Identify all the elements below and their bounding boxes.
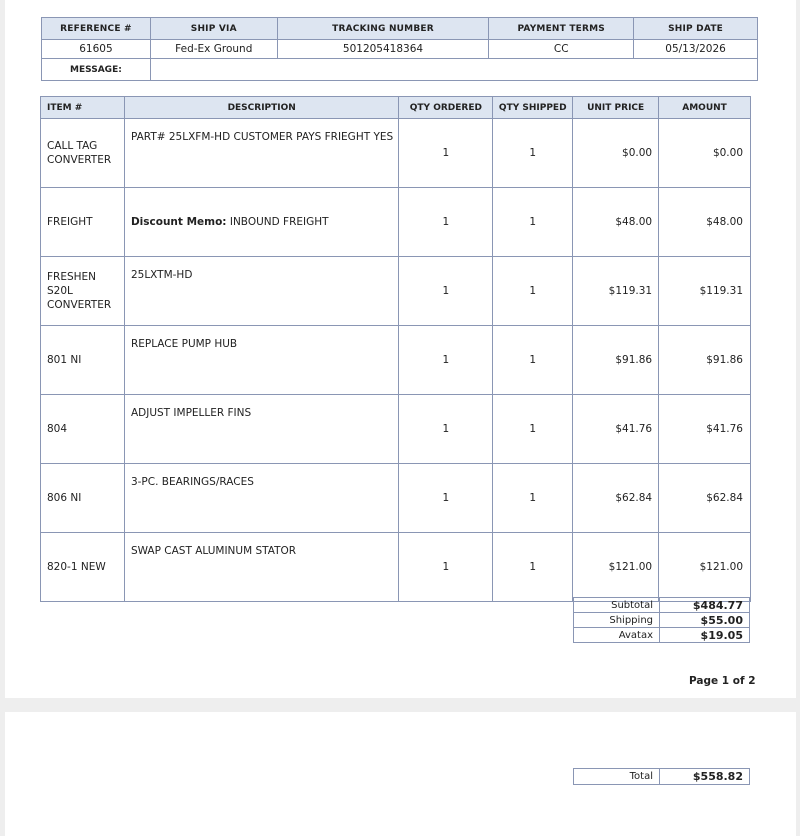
table-row xyxy=(41,188,751,257)
shipping-value: $55.00 xyxy=(660,613,750,628)
description-text: INBOUND FREIGHT xyxy=(226,216,329,228)
ship-date-header: SHIP DATE xyxy=(634,18,758,40)
qty-shipped-cell: 1 xyxy=(493,395,573,464)
unit-price-cell: $41.76 xyxy=(573,395,659,464)
subtotal-value: $484.77 xyxy=(660,598,750,613)
message-label: MESSAGE: xyxy=(42,59,151,81)
qty-ordered-cell: 1 xyxy=(399,188,493,257)
item-number-cell xyxy=(41,257,125,326)
item-number-line: FRESHEN xyxy=(47,271,97,283)
qty-shipped-cell: 1 xyxy=(493,533,573,602)
payment-terms-value: CC xyxy=(489,40,634,59)
grand-total-value: $558.82 xyxy=(660,769,750,785)
item-number-header: ITEM # xyxy=(41,97,125,119)
page-of: of xyxy=(729,675,749,687)
qty-shipped-cell: 1 xyxy=(493,257,573,326)
message-value xyxy=(150,59,757,81)
amount-cell: $48.00 xyxy=(659,188,751,257)
qty-shipped-cell: 1 xyxy=(493,326,573,395)
item-number-line: S20L xyxy=(47,285,73,297)
table-row xyxy=(41,395,751,464)
ship-date-value: 05/13/2026 xyxy=(634,40,758,59)
totals-table xyxy=(573,597,750,643)
description-text: PART# 25LXFM-HD CUSTOMER PAYS FRIEGHT YES xyxy=(130,131,394,143)
item-number-cell xyxy=(41,533,125,602)
description-cell xyxy=(124,188,398,257)
description-text: 3-PC. BEARINGS/RACES xyxy=(130,476,254,488)
amount-cell: $0.00 xyxy=(659,119,751,188)
item-number-line: CALL TAG xyxy=(47,140,98,152)
invoice-page-2 xyxy=(5,712,796,836)
description-text: ADJUST IMPELLER FINS xyxy=(130,407,252,419)
subtotal-label: Subtotal xyxy=(574,598,660,613)
description-cell xyxy=(124,257,398,326)
shipping-row xyxy=(574,613,750,628)
qty-shipped-header: QTY SHIPPED xyxy=(493,97,573,119)
line-items-table xyxy=(40,96,751,602)
reference-header: REFERENCE # xyxy=(42,18,151,40)
amount-cell: $41.76 xyxy=(659,395,751,464)
qty-shipped-cell: 1 xyxy=(493,188,573,257)
description-label: Discount Memo: xyxy=(130,216,227,228)
item-number-cell xyxy=(41,188,125,257)
qty-ordered-cell: 1 xyxy=(399,119,493,188)
shipping-header-row xyxy=(42,18,758,40)
unit-price-cell: $0.00 xyxy=(573,119,659,188)
shipping-info-table xyxy=(41,17,758,81)
item-number-cell xyxy=(41,326,125,395)
amount-cell: $121.00 xyxy=(659,533,751,602)
table-row xyxy=(41,326,751,395)
description-text: REPLACE PUMP HUB xyxy=(130,338,238,350)
item-number-line: CONVERTER xyxy=(47,299,112,311)
item-number-line: 820-1 NEW xyxy=(47,561,106,573)
item-number-line: CONVERTER xyxy=(47,154,112,166)
unit-price-cell: $48.00 xyxy=(573,188,659,257)
description-cell xyxy=(124,464,398,533)
qty-ordered-cell: 1 xyxy=(399,395,493,464)
qty-ordered-cell: 1 xyxy=(399,257,493,326)
table-row xyxy=(41,464,751,533)
item-number-line: 801 NI xyxy=(47,354,82,366)
description-text: 25LXTM-HD xyxy=(130,269,193,281)
qty-shipped-cell: 1 xyxy=(493,119,573,188)
qty-shipped-cell: 1 xyxy=(493,464,573,533)
payment-terms-header: PAYMENT TERMS xyxy=(489,18,634,40)
avatax-value: $19.05 xyxy=(660,628,750,643)
ship-via-value: Fed-Ex Ground xyxy=(150,40,277,59)
description-cell xyxy=(124,395,398,464)
description-cell xyxy=(124,326,398,395)
unit-price-cell: $91.86 xyxy=(573,326,659,395)
tracking-number-header: TRACKING NUMBER xyxy=(277,18,489,40)
ship-via-header: SHIP VIA xyxy=(150,18,277,40)
grand-total-label: Total xyxy=(574,769,660,785)
item-number-cell xyxy=(41,395,125,464)
table-row xyxy=(41,119,751,188)
description-cell xyxy=(124,119,398,188)
reference-value: 61605 xyxy=(42,40,151,59)
unit-price-header: UNIT PRICE xyxy=(573,97,659,119)
amount-cell: $62.84 xyxy=(659,464,751,533)
item-number-line: FREIGHT xyxy=(47,216,93,228)
amount-header: AMOUNT xyxy=(659,97,751,119)
shipping-values-row xyxy=(42,40,758,59)
message-row xyxy=(42,59,758,81)
page-number xyxy=(689,675,756,687)
table-row xyxy=(41,533,751,602)
page-prefix: Page xyxy=(689,675,722,687)
invoice-page-1 xyxy=(5,0,796,698)
item-number-line: 806 NI xyxy=(47,492,82,504)
line-items-body xyxy=(41,119,751,602)
description-header: DESCRIPTION xyxy=(124,97,398,119)
avatax-label: Avatax xyxy=(574,628,660,643)
unit-price-cell: $119.31 xyxy=(573,257,659,326)
unit-price-cell: $62.84 xyxy=(573,464,659,533)
subtotal-row xyxy=(574,598,750,613)
tracking-number-value: 501205418364 xyxy=(277,40,489,59)
item-number-line: 804 xyxy=(47,423,68,435)
page-total: 2 xyxy=(748,675,756,687)
description-cell xyxy=(124,533,398,602)
qty-ordered-header: QTY ORDERED xyxy=(399,97,493,119)
item-number-cell xyxy=(41,464,125,533)
qty-ordered-cell: 1 xyxy=(399,326,493,395)
unit-price-cell: $121.00 xyxy=(573,533,659,602)
qty-ordered-cell: 1 xyxy=(399,533,493,602)
amount-cell: $91.86 xyxy=(659,326,751,395)
grand-total-table xyxy=(573,768,750,785)
grand-total-row xyxy=(574,769,750,785)
description-text: SWAP CAST ALUMINUM STATOR xyxy=(130,545,297,557)
item-number-cell xyxy=(41,119,125,188)
avatax-row xyxy=(574,628,750,643)
table-row xyxy=(41,257,751,326)
line-items-header-row xyxy=(41,97,751,119)
qty-ordered-cell: 1 xyxy=(399,464,493,533)
page-current: 1 xyxy=(721,675,730,687)
amount-cell: $119.31 xyxy=(659,257,751,326)
shipping-label: Shipping xyxy=(574,613,660,628)
